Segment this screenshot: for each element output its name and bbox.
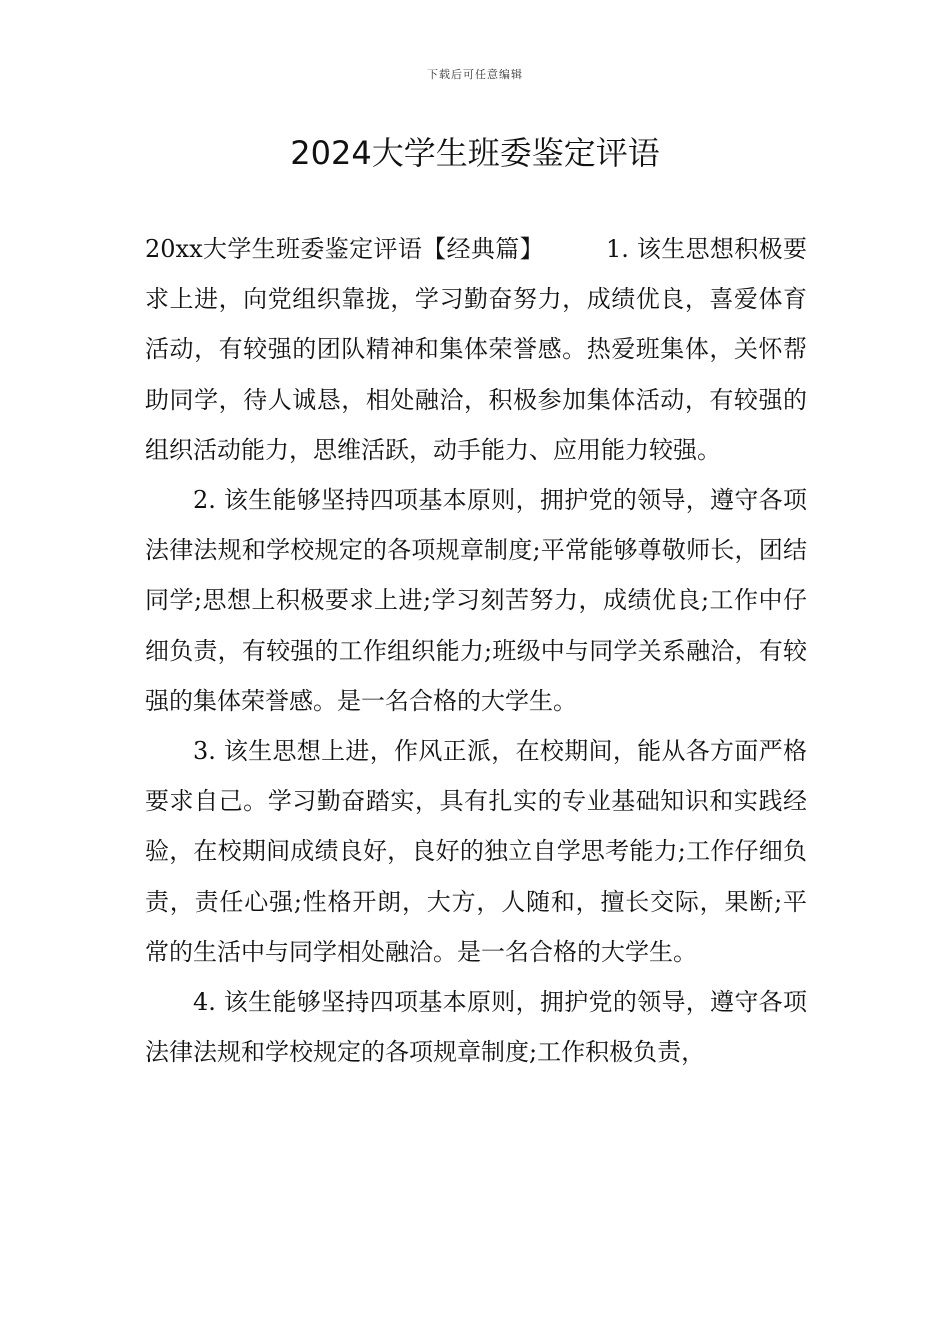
item-4-paragraph: 4. 该生能够坚持四项基本原则，拥护党的领导，遵守各项法律法规和学校规定的各项规章制度;工作积极负责， [145, 988, 807, 1067]
item-1-text: 1. 该生思想积极要求上进，向党组织靠拢，学习勤奋努力，成绩优良，喜爱体育活动，有较强的团队精神和集体荣誉感。热爱班集体，关怀帮助同学，待人诚恳，相处融洽，积极参加集体活动，有较强的组织活动能力，思维活跃，动手能力、应用能力较强。 [145, 235, 807, 464]
item-2-paragraph: 2. 该生能够坚持四项基本原则，拥护党的领导，遵守各项法律法规和学校规定的各项规章制度;平常能够尊敬师长，团结同学;思想上积极要求上进;学习刻苦努力，成绩优良;工作中仔细负责，有较强的工作组织能力;班级中与同学关系融洽，有较强的集体荣誉感。是一名合格的大学生。 [145, 486, 807, 715]
document-body [145, 224, 807, 1077]
intro-lead: 20xx大学生班委鉴定评语【经典篇】 [145, 235, 544, 263]
page-title: 2024大学生班委鉴定评语 [290, 134, 660, 172]
intro-paragraph [145, 224, 807, 475]
item-3-paragraph: 3. 该生思想上进，作风正派，在校期间，能从各方面严格要求自己。学习勤奋踏实，具有扎实的专业基础知识和实践经验，在校期间成绩良好，良好的独立自学思考能力;工作仔细负责，责任心强;性格开朗，大方，人随和，擅长交际，果断;平常的生活中与同学相处融洽。是一名合格的大学生。 [145, 737, 807, 966]
header-note: 下载后可任意编辑 [427, 68, 523, 81]
